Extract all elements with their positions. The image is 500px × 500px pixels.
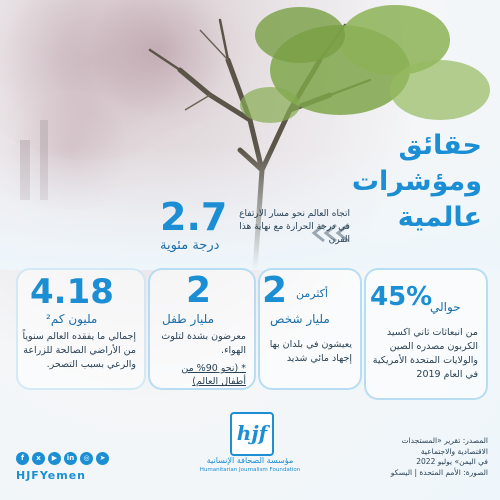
stat-co2-value: 45% <box>370 282 433 312</box>
x-icon[interactable]: x <box>32 452 45 465</box>
stat-children-description: معرضون بشدة لتلوث الهواء. <box>161 331 246 356</box>
org-name-english: Humanitarian Journalism Foundation <box>199 467 301 473</box>
title-line-3: عالمية <box>397 202 482 233</box>
stat-children-note: * (نحو 90% من أطفال العالم) <box>181 363 246 387</box>
stat-children-unit: مليار طفل <box>162 312 214 326</box>
headline-stat-description: اتجاه العالم نحو مسار الارتفاع في درجة الحرارة مع نهاية هذا القرن <box>239 209 350 245</box>
source-line-3: في اليمن» يوليو 2022 <box>416 457 488 466</box>
stat-water-prefix: أكثرمن <box>296 287 328 300</box>
social-icons <box>16 452 109 465</box>
hjf-logo: hjf <box>230 412 274 456</box>
org-name-arabic: مؤسسة الصحافة الإنسانية <box>206 456 294 465</box>
page-title <box>332 128 482 236</box>
stat-children-value: 2 <box>186 270 212 311</box>
youtube-icon[interactable]: ▶ <box>48 452 61 465</box>
title-line-1: حقائق <box>398 130 482 161</box>
stat-desert-description: إجمالي ما يفقده العالم سنوياً من الأراضي الصالحة للزراعة والرعي بسبب التصحر. <box>22 331 136 370</box>
headline-stat-value: 2.7 <box>160 195 228 239</box>
source-line-4: الصورة: الأمم المتحدة | اليسكو <box>390 467 488 477</box>
source-credit <box>353 436 488 478</box>
stat-water-value: 2 <box>262 270 288 311</box>
telegram-icon[interactable]: ➤ <box>96 452 109 465</box>
title-line-2: ومؤشرات <box>351 166 482 197</box>
stat-co2-description: من انبعاثات ثاني اكسيد الكربون مصدره الصين والولايات المتحدة الأمريكية في العام 2019 <box>372 327 478 380</box>
source-line-2: الاقتصادية والاجتماعية <box>420 446 488 456</box>
source-line-1: المصدر: تقرير «المستجدات <box>401 436 488 445</box>
stat-desert-unit: مليون كم² <box>46 312 98 326</box>
instagram-icon[interactable]: ◎ <box>80 452 93 465</box>
linkedin-icon[interactable]: in <box>64 452 77 465</box>
facebook-icon[interactable]: f <box>16 452 29 465</box>
stat-water-unit: مليار شخص <box>270 312 330 326</box>
stat-co2-prefix: حوالي <box>430 300 461 314</box>
stat-water-description: يعيشون في بلدان بها إجهاد مائي شديد <box>269 339 352 364</box>
stat-desert-value: 4.18 <box>30 272 114 312</box>
headline-stat-unit: درجة مئوية <box>160 238 220 253</box>
social-handle: HJFYemen <box>16 469 86 482</box>
